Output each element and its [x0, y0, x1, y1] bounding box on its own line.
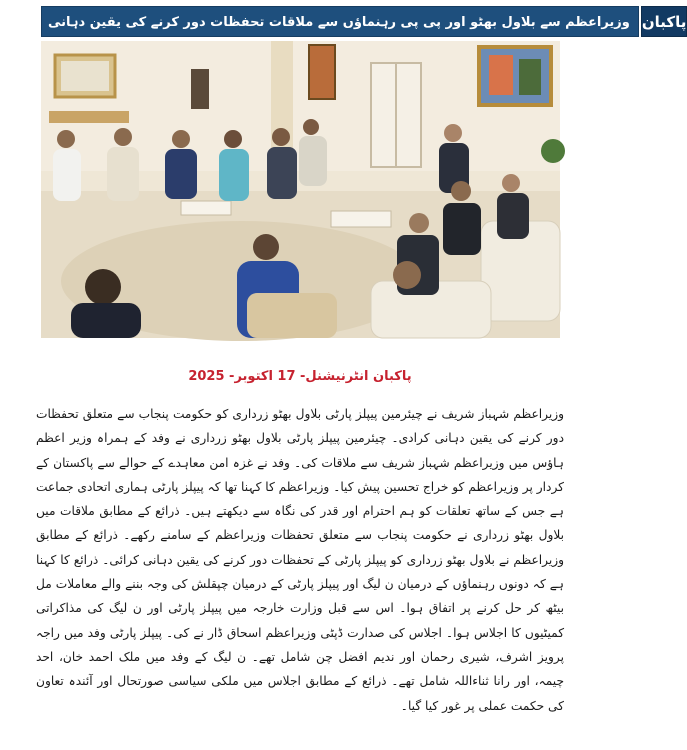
headline: وزیراعظم سے بلاول بھٹو اور پی پی رہنماؤں سے ملاقات تحفظات دور کرنے کی یقین دہانی	[41, 6, 639, 37]
article-paragraph: وزیراعظم شہباز شریف نے چیئرمین پیپلز پارٹی بلاول بھٹو زرداری کو حکومت پنجاب سے متعلق تحفظات دور کرنے کی یقین دہانی کرادی۔ چیئرمین پیپلز پارٹی بلاول بھٹو زرداری نے وفد کے ہمراہ وزیر اعظم ہاؤس میں وزیراعظم شہباز شریف سے ملاقات کی۔ وفد نے غزہ امن معاہدے کے حوالے سے پاکستان کے کردار پر وزیراعظم کو خراج تحسین پیش کیا۔ وزیراعظم کا کہنا تھا کہ پیپلز پارٹی ہماری اتحادی جماعت ہے جس کے ساتھ تعلقات کو ہم احترام اور قدر کی نگاہ سے دیکھتے ہیں۔ ذرائع کے مطابق ملاقات میں بلاول بھٹو زرداری نے حکومت پنجاب سے متعلق تحفظات وزیراعظم کے سامنے رکھے۔ ذرائع کے مطابق وزیراعظم نے بلاول بھٹو زرداری کو پیپلز پارٹی کے تحفظات دور کرنے کی یقین دہانی کرائی۔ ذرائع کا کہنا ہے کہ دونوں رہنماؤں کے درمیان ن لیگ اور پیپلز پارٹی کے درمیان چپقلش کی وجہ بننے والے معاملات مل بیٹھ کر حل کرنے پر اتفاق ہوا۔ اس سے قبل وزارت خارجہ میں پیپلز پارٹی اور ن لیگ کی مذاکراتی کمیٹیوں کا اجلاس ہوا۔ اجلاس کی صدارت ڈپٹی وزیراعظم اسحاق ڈار نے کی۔ پیپلز پارٹی وفد میں راجہ پرویز اشرف، شیری رحمان اور ندیم افضل چن شامل تھے۔ ن لیگ کے وفد میں ملک احمد خان، احد چیمہ، اور رانا ثناءاللہ شامل تھے۔ ذرائع کے مطابق اجلاس میں ملکی سیاسی صورتحال اور آئندہ تعاون کی حکمت عملی پر غور کیا گیا۔	[36, 407, 564, 713]
brand-logo: پاکبان	[641, 6, 687, 37]
dateline: پاکبان انٹرنیشنل- 17 اکتوبر- 2025	[188, 369, 412, 384]
news-header-bar	[41, 6, 687, 37]
article-body	[36, 402, 564, 718]
news-photo	[41, 41, 560, 338]
